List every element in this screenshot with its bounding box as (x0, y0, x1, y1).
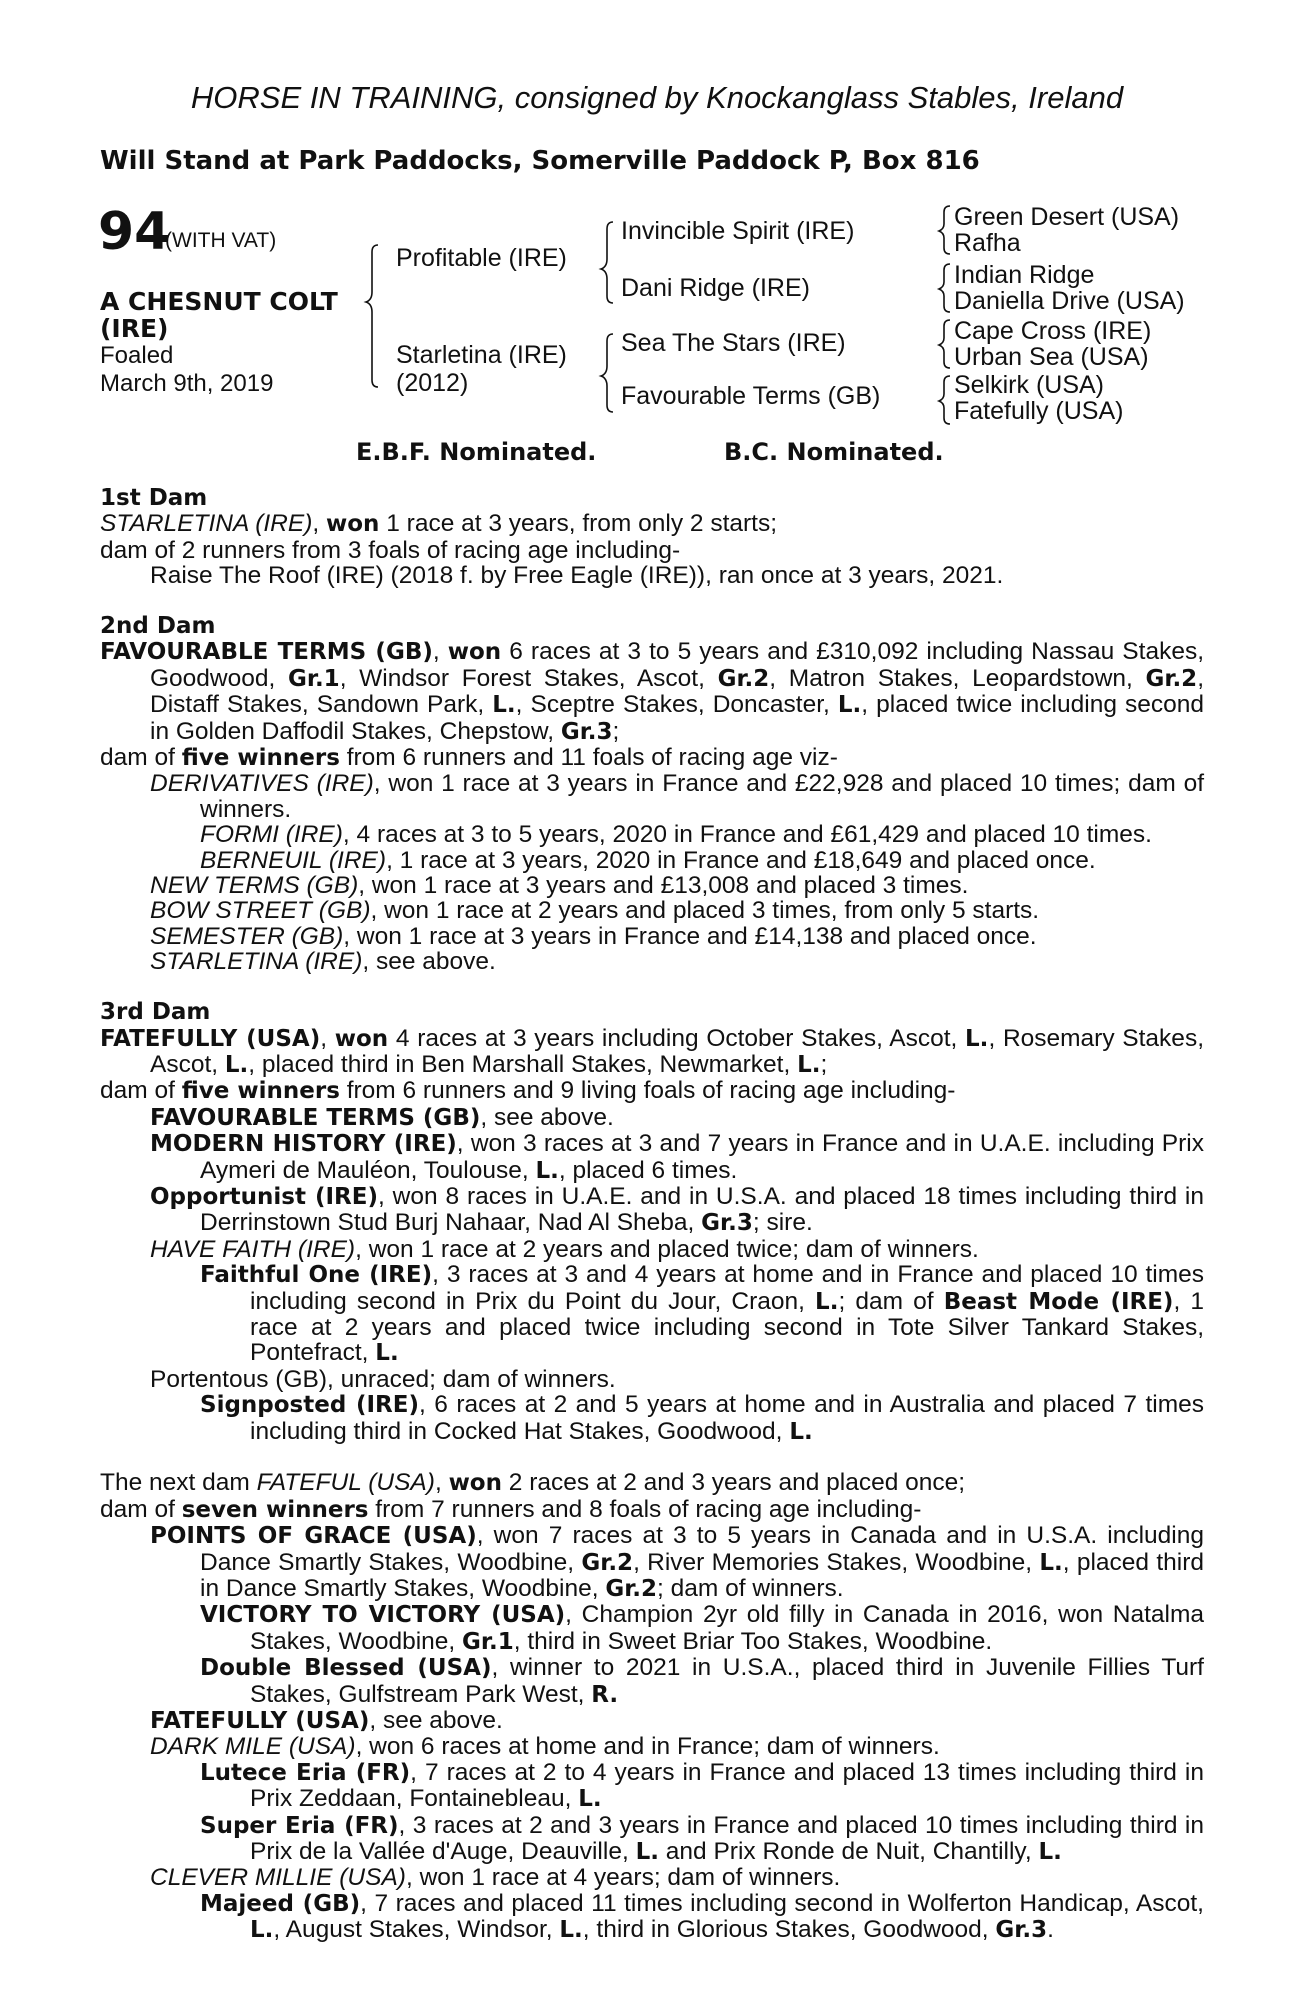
second-dam-record: FAVOURABLE TERMS (GB), won 6 races at 3 to 5 years and £310,092 including Nassau Stakes, Goodwood, Gr.1, Windsor Forest Stakes, Ascot, Gr.2, Matron Stakes, Leopardstown, Gr.2, Distaff Stakes, Sandown Park, L., Sceptre Stakes, Doncaster, L., placed twice including second in Golden Daffodil Stakes, Chepstow, Gr.3; (100, 638, 1205, 745)
third-dam-name: FATEFULLY (USA) (100, 1025, 321, 1052)
winners-count: five winners (181, 745, 340, 772)
produce-entry (100, 1602, 1204, 1655)
pedigree-g5: Cape Cross (IRE) (954, 317, 1152, 345)
winners-count: five winners (181, 1078, 340, 1105)
produce-text: , see above. (362, 948, 496, 976)
next-dam-section (100, 1470, 1204, 1943)
grade: L. (1038, 1839, 1062, 1866)
produce-name: BOW STREET (GB) (150, 897, 371, 925)
pedigree-g2: Rafha (954, 229, 1021, 257)
won-label: won (448, 1470, 502, 1497)
grade: L. (250, 1917, 274, 1944)
grade: L. (578, 1786, 602, 1813)
third-dam-section (100, 1000, 1204, 1445)
grade: L. (535, 1157, 559, 1184)
race-text: , placed twice including second in Golden Daffodil Stakes, Chepstow, (150, 691, 1204, 745)
produce-name: FAVOURABLE TERMS (GB) (150, 1104, 481, 1131)
won-label: won (447, 639, 502, 666)
produce-text: , won 6 races at home and in France; dam of winners. (355, 1733, 940, 1761)
produce-name: DARK MILE (USA) (150, 1733, 356, 1761)
horse-description-line1: A CHESNUT COLT (100, 287, 338, 316)
produce-name: VICTORY TO VICTORY (USA) (200, 1602, 566, 1629)
produce-text: , won 1 race at 4 years; dam of winners. (405, 1864, 841, 1892)
second-dam-name: FAVOURABLE TERMS (GB) (100, 639, 433, 666)
pedigree-g6: Urban Sea (USA) (954, 343, 1149, 371)
race-text: , Distaff Stakes, Sandown Park, (150, 664, 1204, 719)
produce-name: Lutece Eria (FR) (200, 1759, 411, 1786)
produce-name: Beast Mode (IRE) (943, 1288, 1174, 1315)
produce-text: ; sire. (752, 1209, 813, 1237)
lot-number: 94 (98, 202, 171, 262)
winners-count: seven winners (181, 1496, 369, 1523)
page-header: HORSE IN TRAINING, consigned by Knockanglass Stables, Ireland (190, 80, 1124, 115)
produce-text: , third in Glorious Stakes, Goodwood, (582, 1916, 996, 1944)
pedigree-sire-dam: Dani Ridge (IRE) (621, 274, 810, 302)
produce-text: , won 7 races at 3 to 5 years in Canada and in U.S.A. including Dance Smartly Stakes, Woodbine, (200, 1522, 1204, 1576)
produce-text: , 7 races and placed 11 times including second in Wolferton Handicap, Ascot, (360, 1889, 1204, 1917)
produce-name: HAVE FAITH (IRE) (150, 1235, 356, 1263)
produce-entry (100, 1813, 1204, 1866)
produce-name: POINTS OF GRACE (USA) (150, 1523, 477, 1550)
pedigree-sire-sire: Invincible Spirit (IRE) (621, 217, 855, 245)
race-text: , Windsor Forest Stakes, Ascot, (339, 664, 718, 692)
produce-text: , 1 race at 2 years and placed twice including second in Tote Silver Tankard Stakes, Pontefract, (250, 1287, 1205, 1367)
produce-entry (100, 1734, 1204, 1759)
produce-entry (100, 1523, 1204, 1602)
grade: Gr.1 (288, 665, 340, 692)
produce-text: , see above. (480, 1103, 614, 1131)
produce-entry: Portentous (GB), unraced; dam of winners. (150, 1365, 616, 1393)
pedigree-g7: Selkirk (USA) (954, 371, 1105, 399)
produce-entry (100, 873, 1204, 898)
produce-name: Majeed (GB) (200, 1890, 361, 1917)
produce-text: , won 1 race at 2 years and placed twice; dam of winners. (355, 1235, 979, 1263)
first-dam-text: 1 race at 3 years, from only 2 starts; (379, 510, 778, 538)
produce-entry (100, 1131, 1204, 1184)
grade: Gr.2 (717, 665, 770, 692)
produce-entry (100, 924, 1204, 949)
produce-text: , won 1 race at 2 years and placed 3 times, from only 5 starts. (370, 897, 1040, 925)
produce-text: , 3 races at 2 and 3 years in France and placed 10 times including third in Prix de la Vallée d'Auge, Deauville, (250, 1811, 1204, 1866)
produce-text: , won 8 races in U.A.E. and in U.S.A. and placed 18 times including third in Derrinstown Stud Burj Nahaar, Nad Al Sheba, (200, 1182, 1204, 1237)
grade: L. (965, 1025, 989, 1052)
first-dam-record: STARLETINA (IRE), won 1 race at 3 years, from only 2 starts; (100, 510, 778, 538)
grade: L. (789, 1418, 813, 1445)
next-dam-produce (100, 1497, 1204, 1523)
produce-name: Faithful One (IRE) (200, 1262, 433, 1289)
third-dam-heading: 3rd Dam (100, 999, 211, 1026)
produce-text: , River Memories Stakes, Woodbine, (633, 1548, 1040, 1576)
produce-name: STARLETINA (IRE) (150, 948, 363, 976)
grade: L. (375, 1340, 399, 1367)
pedigree-g1: Green Desert (USA) (954, 203, 1180, 231)
race-text: 4 races at 3 years including October Stakes, Ascot, (388, 1024, 966, 1052)
first-dam-name: STARLETINA (IRE) (100, 510, 313, 538)
produce-name: DERIVATIVES (IRE) (150, 770, 374, 798)
horse-description-line2: (IRE) (100, 314, 169, 343)
produce-text: , won 1 race at 3 years in France and £22,928 and placed 10 times; dam of winners. (200, 770, 1204, 823)
pedigree-dam: Starletina (IRE) (396, 341, 567, 369)
grade: L. (559, 1917, 583, 1944)
produce-name: Super Eria (FR) (200, 1812, 399, 1839)
produce-text: , won 1 race at 3 years in France and £14,138 and placed once. (343, 922, 1037, 950)
produce-text: from 7 runners and 8 foals of racing age including- (368, 1495, 922, 1523)
second-dam-section (100, 614, 1204, 975)
produce-name: CLEVER MILLIE (USA) (150, 1864, 406, 1892)
produce-text: . (1047, 1916, 1054, 1944)
race-text: ; (612, 717, 620, 745)
produce-text: , August Stakes, Windsor, (273, 1916, 560, 1944)
produce-entry (100, 1865, 1204, 1890)
stand-location: Will Stand at Park Paddocks, Somerville Paddock P, Box 816 (100, 146, 980, 176)
grade: L. (1039, 1549, 1063, 1576)
produce-text: and Prix Ronde de Nuit, Chantilly, (658, 1838, 1039, 1866)
produce-entry (100, 1392, 1204, 1445)
produce-name: FATEFULLY (USA) (150, 1708, 370, 1735)
produce-entry (100, 1891, 1204, 1944)
produce-name: Double Blessed (USA) (200, 1655, 492, 1682)
grade: L. (224, 1051, 249, 1078)
produce-name: BERNEUIL (IRE) (200, 846, 387, 874)
produce-entry (100, 1760, 1204, 1813)
produce-entry (100, 1262, 1204, 1367)
race-text: ; (820, 1050, 828, 1078)
grade: L. (837, 692, 862, 719)
grade: L. (815, 1288, 839, 1315)
vat-note: (WITH VAT) (165, 229, 277, 252)
produce-text: , won 1 race at 3 years and £13,008 and placed 3 times. (358, 872, 969, 900)
pedigree-g8: Fatefully (USA) (954, 397, 1124, 425)
produce-entry (100, 898, 1204, 923)
second-dam-heading: 2nd Dam (100, 613, 216, 640)
bc-nomination: B.C. Nominated. (724, 438, 944, 466)
produce-text: , placed third in Dance Smartly Stakes, Woodbine, (200, 1548, 1205, 1603)
produce-text: , 6 races at 2 and 5 years at home and in Australia and placed 7 times including third in Cocked Hat Stakes, Goodwood, (250, 1391, 1205, 1445)
produce-text: , 1 race at 3 years, 2020 in France and £18,649 and placed once. (386, 846, 1096, 874)
pedigree-sire: Profitable (IRE) (396, 244, 567, 272)
ebf-nomination: E.B.F. Nominated. (356, 438, 597, 466)
produce-text: , 4 races at 3 to 5 years, 2020 in France and £61,429 and placed 10 times. (342, 821, 1152, 849)
pedigree-g4: Daniella Drive (USA) (954, 287, 1185, 315)
produce-text: , placed 6 times. (558, 1156, 738, 1184)
produce-text: , Champion 2yr old filly in Canada in 2016, won Natalma Stakes, Woodbine, (250, 1601, 1205, 1655)
produce-text: dam of (100, 1077, 182, 1105)
grade: Gr.3 (560, 718, 613, 745)
produce-text: ; dam of (838, 1287, 944, 1315)
produce-text: , won 3 races at 3 and 7 years in France and in U.A.E. including Prix Aymeri de Mauléon, Toulouse, (200, 1130, 1204, 1184)
produce-entry (100, 771, 1204, 822)
race-text: 6 races at 3 to 5 years and £310,092 including Nassau Stakes, Goodwood, (150, 638, 1205, 692)
foaled-label: Foaled (100, 342, 174, 369)
produce-entry (100, 1184, 1204, 1237)
produce-entry (100, 1105, 1204, 1131)
produce-text: , third in Sweet Briar Too Stakes, Woodbine. (513, 1627, 993, 1655)
pedigree-g3: Indian Ridge (954, 261, 1095, 289)
produce-text: 2 races at 2 and 3 years and placed once; (502, 1469, 966, 1497)
third-dam-record: FATEFULLY (USA), won 4 races at 3 years including October Stakes, Ascot, L., Rosemary Stakes, Ascot, L., placed third in Ben Marshall Stakes, Newmarket, L.; (100, 1024, 1204, 1078)
grade: Gr.3 (701, 1210, 753, 1237)
produce-text: , 7 races at 2 to 4 years in France and placed 13 times including third in Prix Zeddaan, Fontainebleau, (250, 1758, 1204, 1813)
third-dam-produce (100, 1078, 1204, 1104)
produce-name: Signposted (IRE) (200, 1392, 419, 1419)
produce-text: , winner to 2021 in U.S.A., placed third in Juvenile Fillies Turf Stakes, Gulfstream Park West, (250, 1654, 1204, 1708)
won-label: won (334, 1025, 389, 1052)
pedigree-dam-dam: Favourable Terms (GB) (621, 382, 881, 410)
grade: R. (591, 1681, 619, 1708)
grade: Gr.1 (462, 1628, 514, 1655)
produce-entry (100, 1655, 1204, 1708)
grade: Gr.2 (1145, 665, 1198, 692)
race-text: , Rosemary Stakes, Ascot, (150, 1024, 1204, 1078)
produce-text: The next dam (100, 1469, 257, 1497)
won-label: won (325, 511, 380, 538)
second-dam-produce (100, 745, 1204, 771)
produce-name: Opportunist (IRE) (150, 1183, 378, 1210)
produce-text: from 6 runners and 9 living foals of racing age including- (339, 1077, 956, 1105)
foaled-date: March 9th, 2019 (100, 369, 274, 397)
produce-text: dam of (100, 744, 182, 772)
produce-entry (100, 949, 1204, 974)
produce-text: , (434, 1469, 449, 1497)
first-dam-foal: Raise The Roof (IRE) (2018 f. by Free Eagle (IRE)), ran once at 3 years, 2021. (150, 562, 1004, 590)
race-text: , placed third in Ben Marshall Stakes, Newmarket, (248, 1050, 798, 1078)
next-dam-name: FATEFUL (USA) (256, 1469, 435, 1497)
next-dam-record (100, 1470, 1204, 1496)
produce-text: , see above. (369, 1707, 503, 1735)
grade: L. (492, 692, 516, 719)
produce-name: SEMESTER (GB) (150, 922, 344, 950)
first-dam-heading: 1st Dam (100, 485, 208, 511)
first-dam-produce: dam of 2 runners from 3 foals of racing age including- (100, 536, 681, 564)
grade: L. (797, 1051, 821, 1078)
race-text: , Sceptre Stakes, Doncaster, (515, 691, 838, 719)
produce-name: MODERN HISTORY (IRE) (150, 1131, 457, 1158)
grade: Gr.2 (605, 1576, 658, 1603)
grade: Gr.2 (581, 1549, 634, 1576)
pedigree-dam-year: (2012) (396, 369, 469, 397)
produce-entry (100, 848, 1204, 873)
produce-name: FORMI (IRE) (200, 821, 343, 849)
pedigree-dam-sire: Sea The Stars (IRE) (621, 329, 846, 357)
race-text: , Matron Stakes, Leopardstown, (769, 664, 1146, 692)
first-dam-section (100, 486, 1204, 589)
produce-text: , 3 races at 3 and 4 years at home and in France and placed 10 times including second in Prix du Point du Jour, Craon, (250, 1261, 1204, 1315)
grade: L. (635, 1839, 659, 1866)
produce-entry (100, 822, 1204, 847)
produce-entry (100, 1708, 1204, 1734)
produce-text: ; dam of winners. (657, 1575, 844, 1603)
produce-name: NEW TERMS (GB) (150, 872, 359, 900)
produce-record (100, 486, 1204, 1944)
produce-entry (100, 1237, 1204, 1262)
produce-text: from 6 runners and 11 foals of racing age viz- (339, 744, 838, 772)
grade: Gr.3 (995, 1917, 1048, 1944)
produce-text: dam of (100, 1495, 182, 1523)
